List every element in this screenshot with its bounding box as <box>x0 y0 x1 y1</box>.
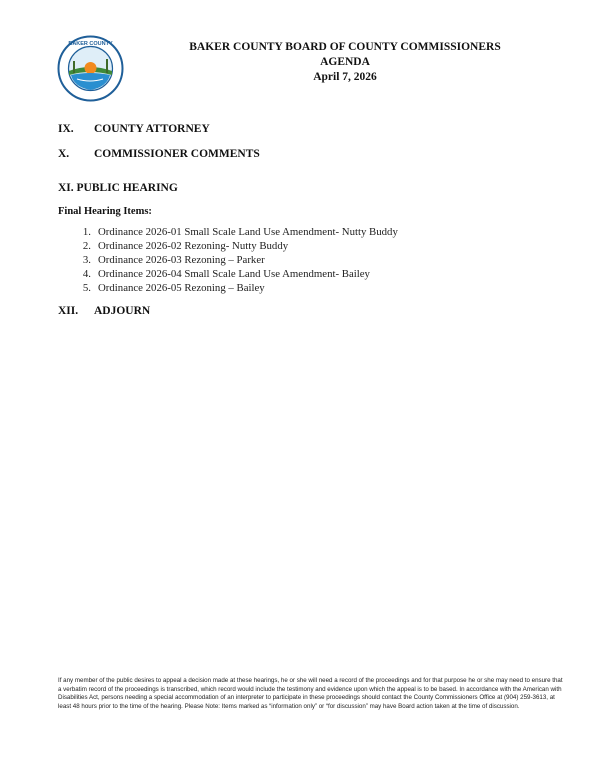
hearing-items-list <box>73 225 398 295</box>
list-item: 4. Ordinance 2026-04 Small Scale Land Use Amendment- Bailey <box>82 268 370 280</box>
list-item: 1. Ordinance 2026-01 Small Scale Land Use Amendment- Nutty Buddy <box>82 226 398 238</box>
section-county-attorney <box>58 123 210 135</box>
section-number: IX. <box>58 123 74 135</box>
agenda-label: AGENDA <box>320 56 370 68</box>
svg-text:BAKER COUNTY: BAKER COUNTY <box>68 41 113 47</box>
section-number: XII. <box>58 305 79 317</box>
agenda-date: April 7, 2026 <box>313 71 377 83</box>
section-title: PUBLIC HEARING <box>76 182 178 194</box>
section-number: XI. <box>58 182 74 194</box>
final-hearing-items-heading: Final Hearing Items: <box>58 206 152 217</box>
section-title: COUNTY ATTORNEY <box>94 123 210 135</box>
appeal-disclaimer: If any member of the public desires to appeal a decision made at these hearings, he or she will need a record of the proceedings and for that purpose he or she may need to ensure that a verbatim record of the proceedings is transcribed, which record would include the testimony and evidence upon which the appeal is to be based. In accordance with the American with Disabilities Act, persons needing a special accommodation of an interpreter to participate in these proceedings should contact the County Commissioners Office at (904) 259-3613, at least 48 hours prior to the time of the hearing. Please Note: Items marked as “information only” or “for discussion” may have Board action taken at the time of discussion. <box>58 677 563 710</box>
board-title: BAKER COUNTY BOARD OF COUNTY COMMISSIONERS <box>189 41 501 53</box>
county-seal-icon <box>57 35 124 102</box>
list-item: 2. Ordinance 2026-02 Rezoning- Nutty Buddy <box>82 240 289 252</box>
section-adjourn <box>58 305 150 317</box>
section-public-hearing <box>58 182 178 194</box>
section-number: X. <box>58 148 70 160</box>
section-title: ADJOURN <box>94 305 151 317</box>
section-commissioner-comments <box>58 148 260 160</box>
section-title: COMMISSIONER COMMENTS <box>94 148 260 160</box>
county-seal-logo <box>57 35 124 102</box>
agenda-header <box>150 40 540 85</box>
list-item: 3. Ordinance 2026-03 Rezoning – Parker <box>82 254 265 266</box>
list-item: 5. Ordinance 2026-05 Rezoning – Bailey <box>82 282 265 294</box>
